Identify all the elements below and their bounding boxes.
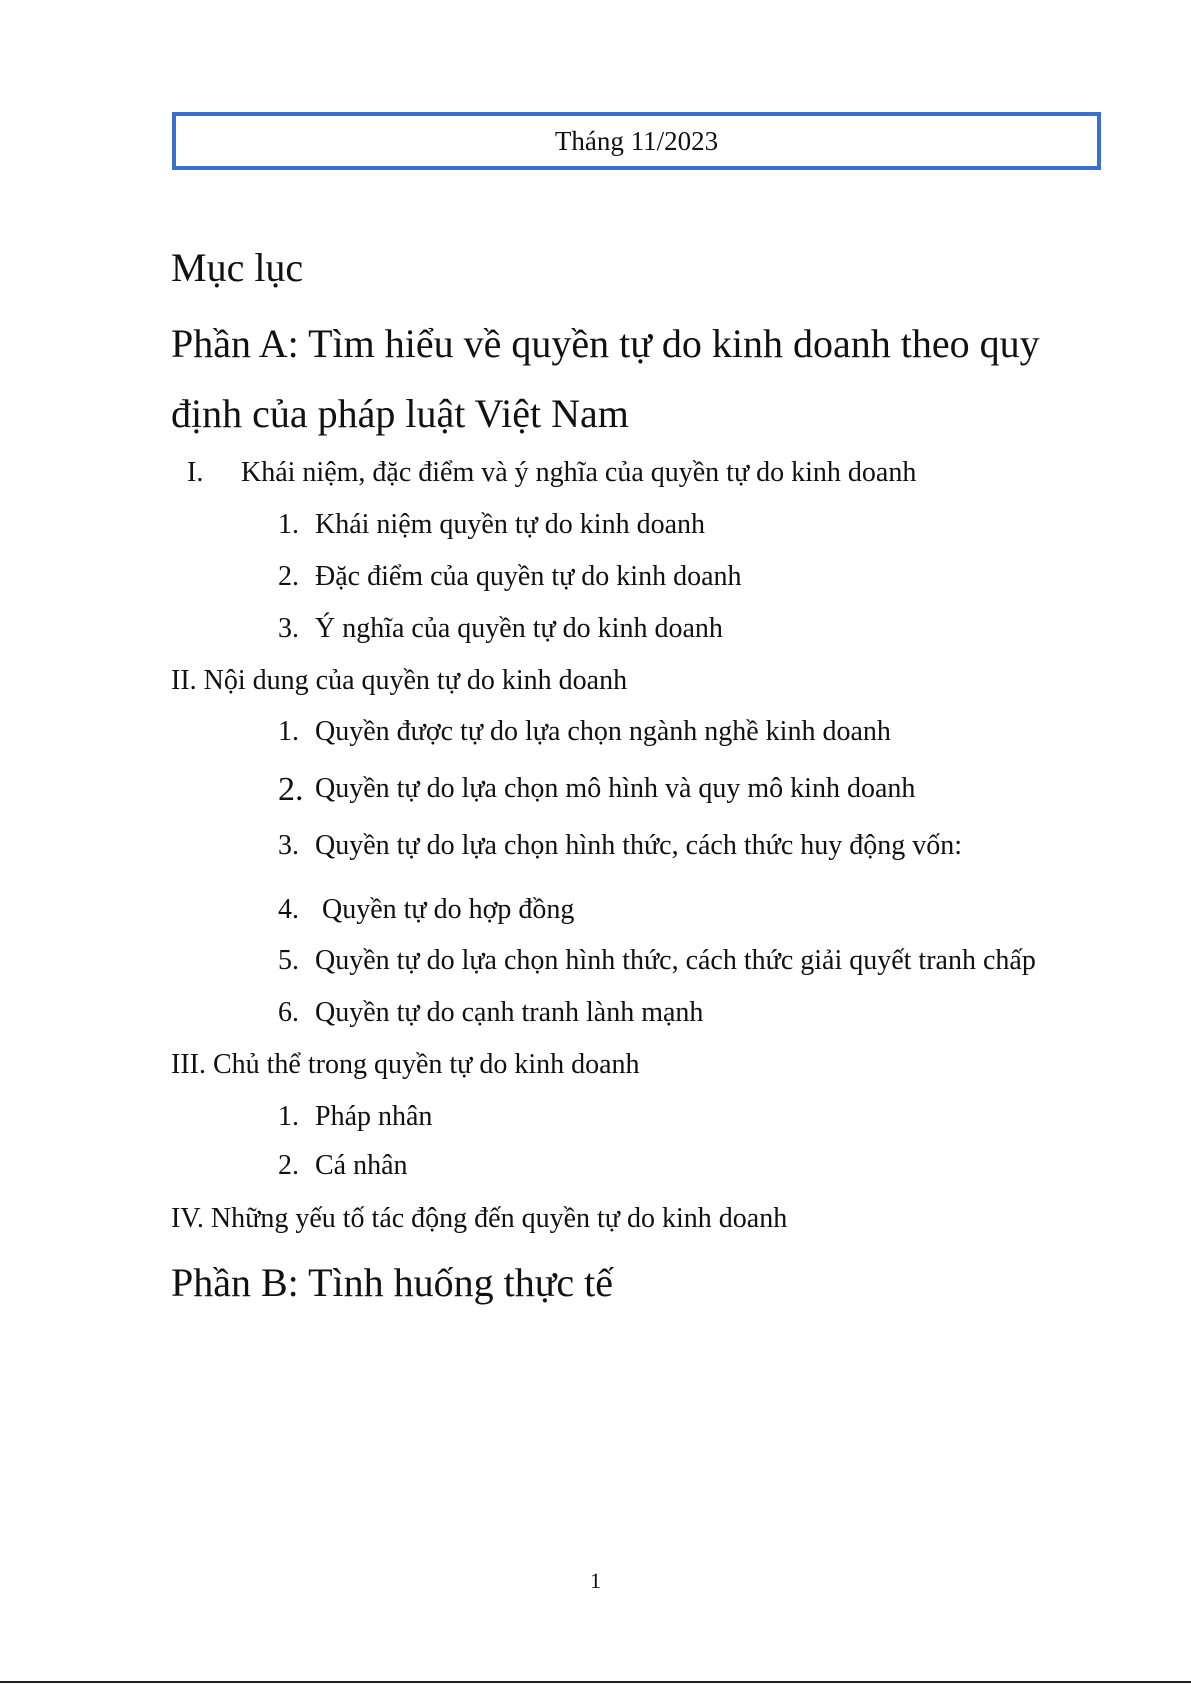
- section-2-item-4: Quyền tự do hợp đồng: [322, 894, 575, 925]
- section-2-item-4-number: 4.: [278, 894, 299, 925]
- section-2-item-2-number: 2.: [278, 771, 304, 808]
- section-1-item-2-number: 2.: [278, 561, 299, 592]
- section-2-item-5: Quyền tự do lựa chọn hình thức, cách thức giải quyết tranh chấp: [315, 945, 1036, 976]
- section-2-item-6-number: 6.: [278, 997, 299, 1028]
- bottom-rule: [0, 1681, 1191, 1683]
- section-3-item-2: Cá nhân: [315, 1150, 408, 1181]
- section-3-title: III. Chủ thể trong quyền tự do kinh doanh: [171, 1049, 640, 1080]
- section-2-item-1-number: 1.: [278, 716, 299, 747]
- section-1-number: I.: [187, 457, 204, 488]
- part-b-title: Phần B: Tình huống thực tế: [171, 1260, 614, 1305]
- section-2-title: II. Nội dung của quyền tự do kinh doanh: [171, 665, 628, 696]
- date-header-box: [172, 112, 1101, 170]
- section-3-item-1-number: 1.: [278, 1101, 299, 1132]
- section-1-item-1: Khái niệm quyền tự do kinh doanh: [315, 509, 706, 540]
- section-2-item-5-number: 5.: [278, 945, 299, 976]
- section-1-title: Khái niệm, đặc điểm và ý nghĩa của quyền tự do kinh doanh: [241, 457, 917, 488]
- section-3-item-2-number: 2.: [278, 1150, 299, 1181]
- section-1-item-2: Đặc điểm của quyền tự do kinh doanh: [315, 561, 742, 592]
- section-1-item-3-number: 3.: [278, 613, 299, 644]
- section-1-item-3: Ý nghĩa của quyền tự do kinh doanh: [315, 613, 723, 644]
- section-2-item-3-number: 3.: [278, 830, 299, 861]
- part-a-title: Phần A: Tìm hiểu về quyền tự do kinh doanh theo quy định của pháp luật Việt Nam: [171, 321, 1040, 436]
- toc-heading: Mục lục: [171, 245, 304, 290]
- section-1-item-1-number: 1.: [278, 509, 299, 540]
- page-number: 1: [590, 1568, 601, 1593]
- section-4-title: IV. Những yếu tố tác động đến quyền tự do kinh doanh: [171, 1203, 788, 1234]
- section-2-item-2: Quyền tự do lựa chọn mô hình và quy mô kinh doanh: [315, 773, 916, 804]
- date-text: Tháng 11/2023: [554, 125, 719, 156]
- section-3-item-1: Pháp nhân: [315, 1101, 433, 1132]
- section-2-item-1: Quyền được tự do lựa chọn ngành nghề kinh doanh: [315, 716, 891, 747]
- section-2-item-3: Quyền tự do lựa chọn hình thức, cách thức huy động vốn:: [315, 830, 963, 861]
- section-2-item-6: Quyền tự do cạnh tranh lành mạnh: [315, 997, 704, 1028]
